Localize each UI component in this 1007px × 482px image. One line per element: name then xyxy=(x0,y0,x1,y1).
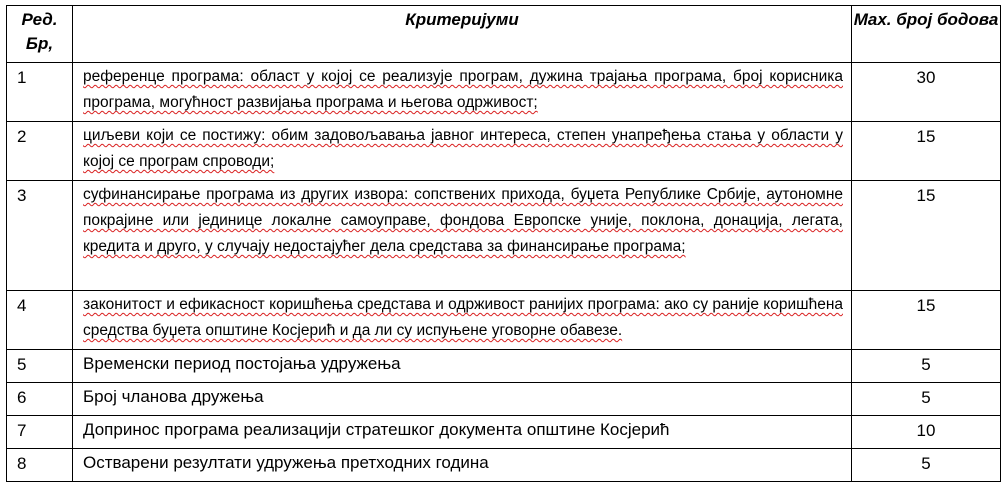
row-number: 3 xyxy=(7,181,73,291)
criteria-table xyxy=(6,5,1001,482)
table-row xyxy=(7,383,1001,416)
table-row xyxy=(7,291,1001,350)
row-number: 8 xyxy=(7,449,73,482)
row-points: 10 xyxy=(852,416,1001,449)
row-number: 6 xyxy=(7,383,73,416)
row-criterion: Остварени резултати удружења претходних година xyxy=(73,449,852,482)
row-points: 15 xyxy=(852,122,1001,181)
row-criterion: законитост и ефикасност коришћења средстава и одрживост ранијих програма: ако су раније коришћена средства буџета општине Косјерић и да ли су испуњене уговорне обавезе. xyxy=(73,291,852,350)
row-number: 2 xyxy=(7,122,73,181)
row-points: 15 xyxy=(852,291,1001,350)
row-points: 5 xyxy=(852,350,1001,383)
row-points: 15 xyxy=(852,181,1001,291)
header-number: Ред. Бр, xyxy=(7,6,73,63)
table-header-row xyxy=(7,6,1001,63)
row-criterion: циљеви који се постижу: обим задовољавања јавног интереса, степен унапређења стања у области у којој се програм спроводи; xyxy=(73,122,852,181)
row-criterion: референце програма: област у којој се реализује програм, дужина трајања програма, број корисника програма, могућност развијања програма и његова одрживост; xyxy=(73,63,852,122)
table-row xyxy=(7,181,1001,291)
row-number: 7 xyxy=(7,416,73,449)
row-criterion: Допринос програма реализацији стратешког документа општине Косјерић xyxy=(73,416,852,449)
table-row xyxy=(7,350,1001,383)
table-row xyxy=(7,449,1001,482)
header-criteria: Критеријуми xyxy=(73,6,852,63)
row-points: 30 xyxy=(852,63,1001,122)
row-number: 1 xyxy=(7,63,73,122)
table-row xyxy=(7,122,1001,181)
table-row xyxy=(7,63,1001,122)
row-criterion: Временски период постојања удружења xyxy=(73,350,852,383)
table-row xyxy=(7,416,1001,449)
header-max-points: Max. број бодова xyxy=(852,6,1001,63)
row-number: 4 xyxy=(7,291,73,350)
row-criterion: суфинансирање програма из других извора: сопствених прихода, буџета Републике Србије, аутономне покрајине или јединице локалне самоуправе, фондова Европске уније, поклона, донација, легата, кредита и друго, у случају недостајућег дела средстава за финансирање програма; xyxy=(73,181,852,291)
row-points: 5 xyxy=(852,383,1001,416)
row-number: 5 xyxy=(7,350,73,383)
row-criterion: Број чланова дружења xyxy=(73,383,852,416)
row-points: 5 xyxy=(852,449,1001,482)
